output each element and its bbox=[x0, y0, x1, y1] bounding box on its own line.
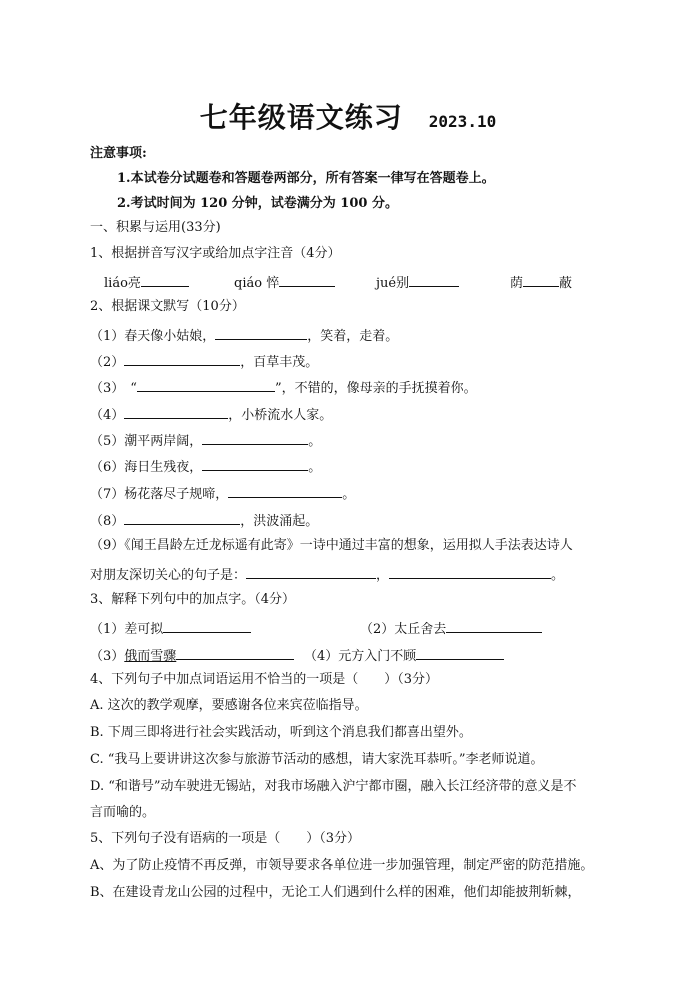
answer-blank[interactable] bbox=[141, 273, 189, 287]
item-text: qiáo 悴 bbox=[234, 276, 280, 291]
option-b: B. 下周三即将进行社会实践活动，听到这个消息我们都喜出望外。 bbox=[90, 725, 472, 740]
recite-line-9-cont: 对朋友深切关心的句子是： ， 。 bbox=[90, 565, 564, 584]
explain-item: （1）差可拟 bbox=[90, 619, 251, 638]
recite-line: （2） ，百草丰茂。 bbox=[90, 352, 318, 371]
pinyin-item bbox=[234, 273, 335, 292]
answer-blank[interactable] bbox=[523, 273, 559, 287]
option-c: C. “我马上要讲讲这次参与旅游节活动的感想，请大家洗耳恭听。”李老师说道。 bbox=[90, 752, 544, 767]
question-3-prompt: 3、解释下列句中的加点字。（4分） bbox=[90, 592, 296, 607]
option-d: D. “和谐号”动车驶进无锡站，对我市场融入沪宁都市圈，融入长江经济带的意义是不 bbox=[90, 779, 577, 794]
recite-line: （1）春天像小姑娘， ，笑着，走着。 bbox=[90, 326, 398, 345]
recite-line: （3） “ ”，不错的，像母亲的手抚摸着你。 bbox=[90, 378, 477, 397]
option-a: A、为了防止疫情不再反弹，市领导要求各单位进一步加强管理，制定严密的防范措施。 bbox=[90, 858, 594, 873]
answer-blank[interactable] bbox=[279, 273, 335, 287]
note-item: 1.本试卷分试题卷和答题卷两部分，所有答案一律写在答题卷上。 bbox=[117, 171, 495, 186]
answer-blank[interactable] bbox=[137, 378, 275, 392]
recite-line: （8） ，洪波涌起。 bbox=[90, 511, 318, 530]
answer-blank[interactable] bbox=[124, 352, 240, 366]
answer-blank[interactable] bbox=[446, 619, 542, 633]
page-title: 七年级语文练习 bbox=[199, 101, 403, 134]
answer-blank[interactable] bbox=[202, 457, 308, 471]
option-b: B、在建设青龙山公园的过程中，无论工人们遇到什么样的困难，他们却能披荆斩棘， bbox=[90, 885, 581, 900]
note-item: 2.考试时间为 120 分钟，试卷满分为 100 分。 bbox=[117, 196, 398, 211]
answer-blank[interactable] bbox=[228, 484, 342, 498]
answer-blank[interactable] bbox=[124, 405, 228, 419]
pinyin-item bbox=[510, 273, 572, 292]
question-4-prompt: 4、下列句子中加点词语运用不恰当的一项是（ ）（3分） bbox=[90, 672, 439, 687]
recite-line: （4） ，小桥流水人家。 bbox=[90, 405, 332, 424]
answer-blank[interactable] bbox=[202, 431, 308, 445]
answer-blank[interactable] bbox=[409, 273, 459, 287]
recite-line: （6）海日生残夜， 。 bbox=[90, 457, 321, 476]
exam-date: 2023.10 bbox=[428, 112, 497, 131]
recite-line-9: （9）《闻王昌龄左迁龙标遥有此寄》一诗中通过丰富的想象，运用拟人手法表达诗人 bbox=[90, 538, 573, 553]
title-row bbox=[0, 96, 696, 136]
recite-line: （5）潮平两岸阔， 。 bbox=[90, 431, 321, 450]
answer-blank[interactable] bbox=[176, 646, 294, 660]
answer-blank[interactable] bbox=[389, 565, 551, 579]
pinyin-item bbox=[376, 273, 459, 292]
question-2-prompt: 2、根据课文默写（10分） bbox=[90, 299, 245, 314]
pinyin-item bbox=[104, 273, 189, 292]
option-a: A. 这次的教学观摩，要感谢各位来宾莅临指导。 bbox=[90, 698, 368, 713]
answer-blank[interactable] bbox=[246, 565, 376, 579]
item-text: jué别 bbox=[376, 276, 410, 291]
item-text: 荫 bbox=[510, 276, 524, 291]
recite-line: （7）杨花落尽子规啼， 。 bbox=[90, 484, 355, 503]
question-5-prompt: 5、下列句子没有语病的一项是（ ）（3分） bbox=[90, 831, 361, 846]
option-d-cont: 言而喻的。 bbox=[90, 805, 156, 820]
answer-blank[interactable] bbox=[215, 326, 307, 340]
answer-blank[interactable] bbox=[124, 511, 240, 525]
explain-item: （4）元方入门不顾 bbox=[304, 646, 504, 665]
answer-blank[interactable] bbox=[416, 646, 504, 660]
explain-item: （2）太丘舍去 bbox=[360, 619, 542, 638]
question-1-prompt: 1、根据拼音写汉字或给加点字注音（4分） bbox=[90, 246, 341, 261]
item-text: liáo亮 bbox=[104, 276, 141, 291]
section-heading: 一、积累与运用(33分) bbox=[90, 220, 221, 235]
item-text: 蔽 bbox=[559, 276, 573, 291]
notes-heading: 注意事项: bbox=[90, 146, 147, 161]
answer-blank[interactable] bbox=[163, 619, 251, 633]
explain-item: （3）俄而雪骤 bbox=[90, 646, 294, 665]
